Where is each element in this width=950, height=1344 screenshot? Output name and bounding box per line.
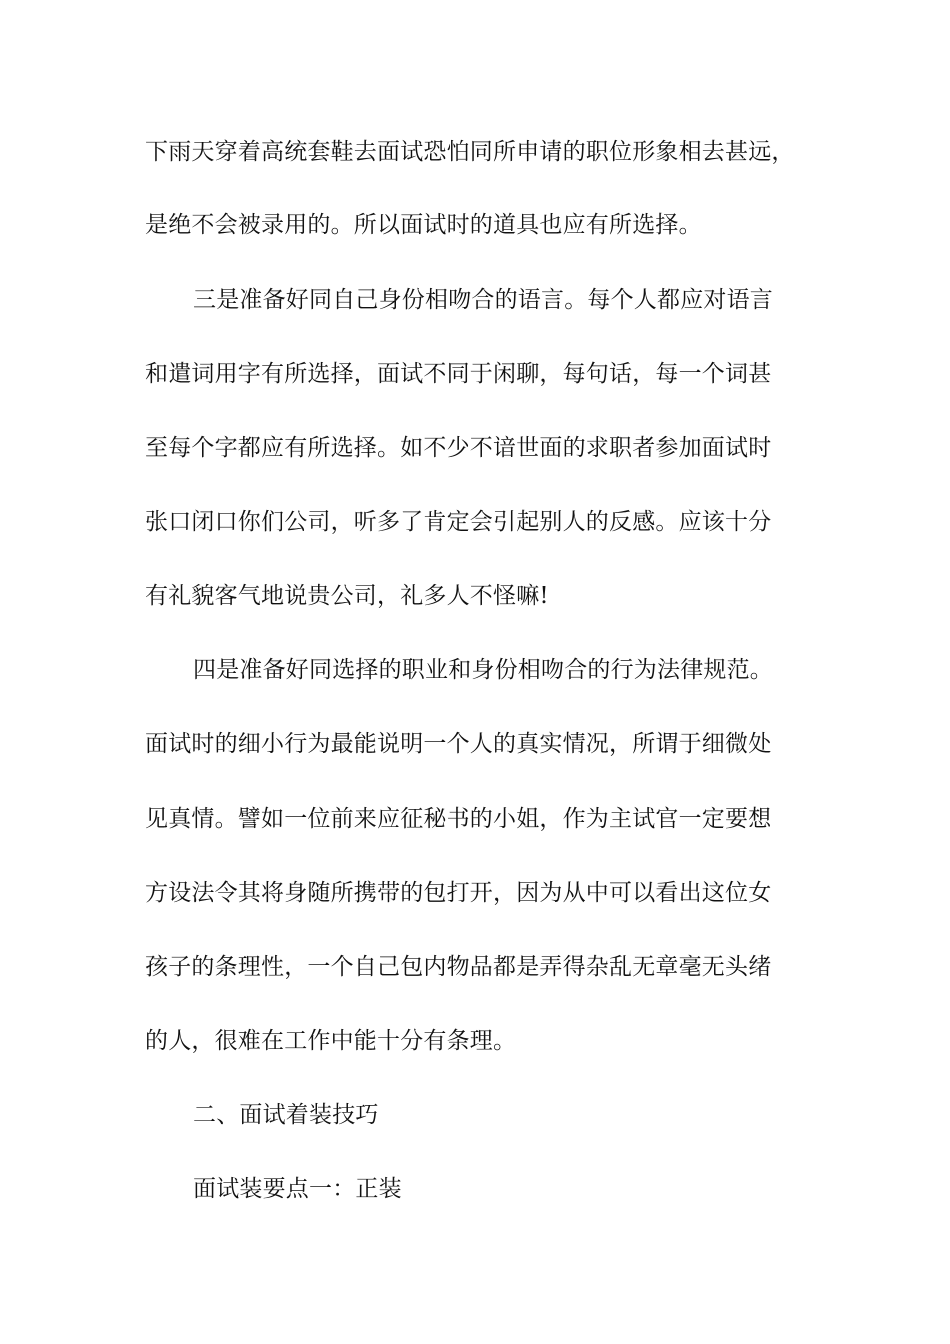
paragraph-line-12: 孩子的条理性，一个自己包内物品都是弄得杂乱无章毫无头绪 xyxy=(145,954,772,980)
paragraph-line-9: 面试时的细小行为最能说明一个人的真实情况，所谓于细微处 xyxy=(145,731,772,757)
paragraph-line-6: 张口闭口你们公司，听多了肯定会引起别人的反感。应该十分 xyxy=(145,509,772,535)
paragraph-line-1: 下雨天穿着高统套鞋去面试恐怕同所申请的职位形象相去甚远， xyxy=(145,139,795,165)
subsection-heading: 面试装要点一：正装 xyxy=(193,1176,402,1202)
paragraph-line-4: 和遣词用字有所选择，面试不同于闲聊，每句话，每一个词甚 xyxy=(145,361,772,387)
paragraph-line-13: 的人，很难在工作中能十分有条理。 xyxy=(145,1028,517,1054)
paragraph-line-5: 至每个字都应有所选择。如不少不谙世面的求职者参加面试时 xyxy=(145,435,772,461)
section-heading: 二、面试着装技巧 xyxy=(193,1102,379,1128)
paragraph-line-11: 方设法令其将身随所携带的包打开，因为从中可以看出这位女 xyxy=(145,880,772,906)
paragraph-line-3: 三是准备好同自己身份相吻合的语言。每个人都应对语言 xyxy=(193,287,773,313)
paragraph-line-8: 四是准备好同选择的职业和身份相吻合的行为法律规范。 xyxy=(193,657,773,683)
paragraph-line-10: 见真情。譬如一位前来应征秘书的小姐，作为主试官一定要想 xyxy=(145,806,772,832)
paragraph-line-7: 有礼貌客气地说贵公司，礼多人不怪嘛! xyxy=(145,583,549,609)
paragraph-line-2: 是绝不会被录用的。所以面试时的道具也应有所选择。 xyxy=(145,212,702,238)
